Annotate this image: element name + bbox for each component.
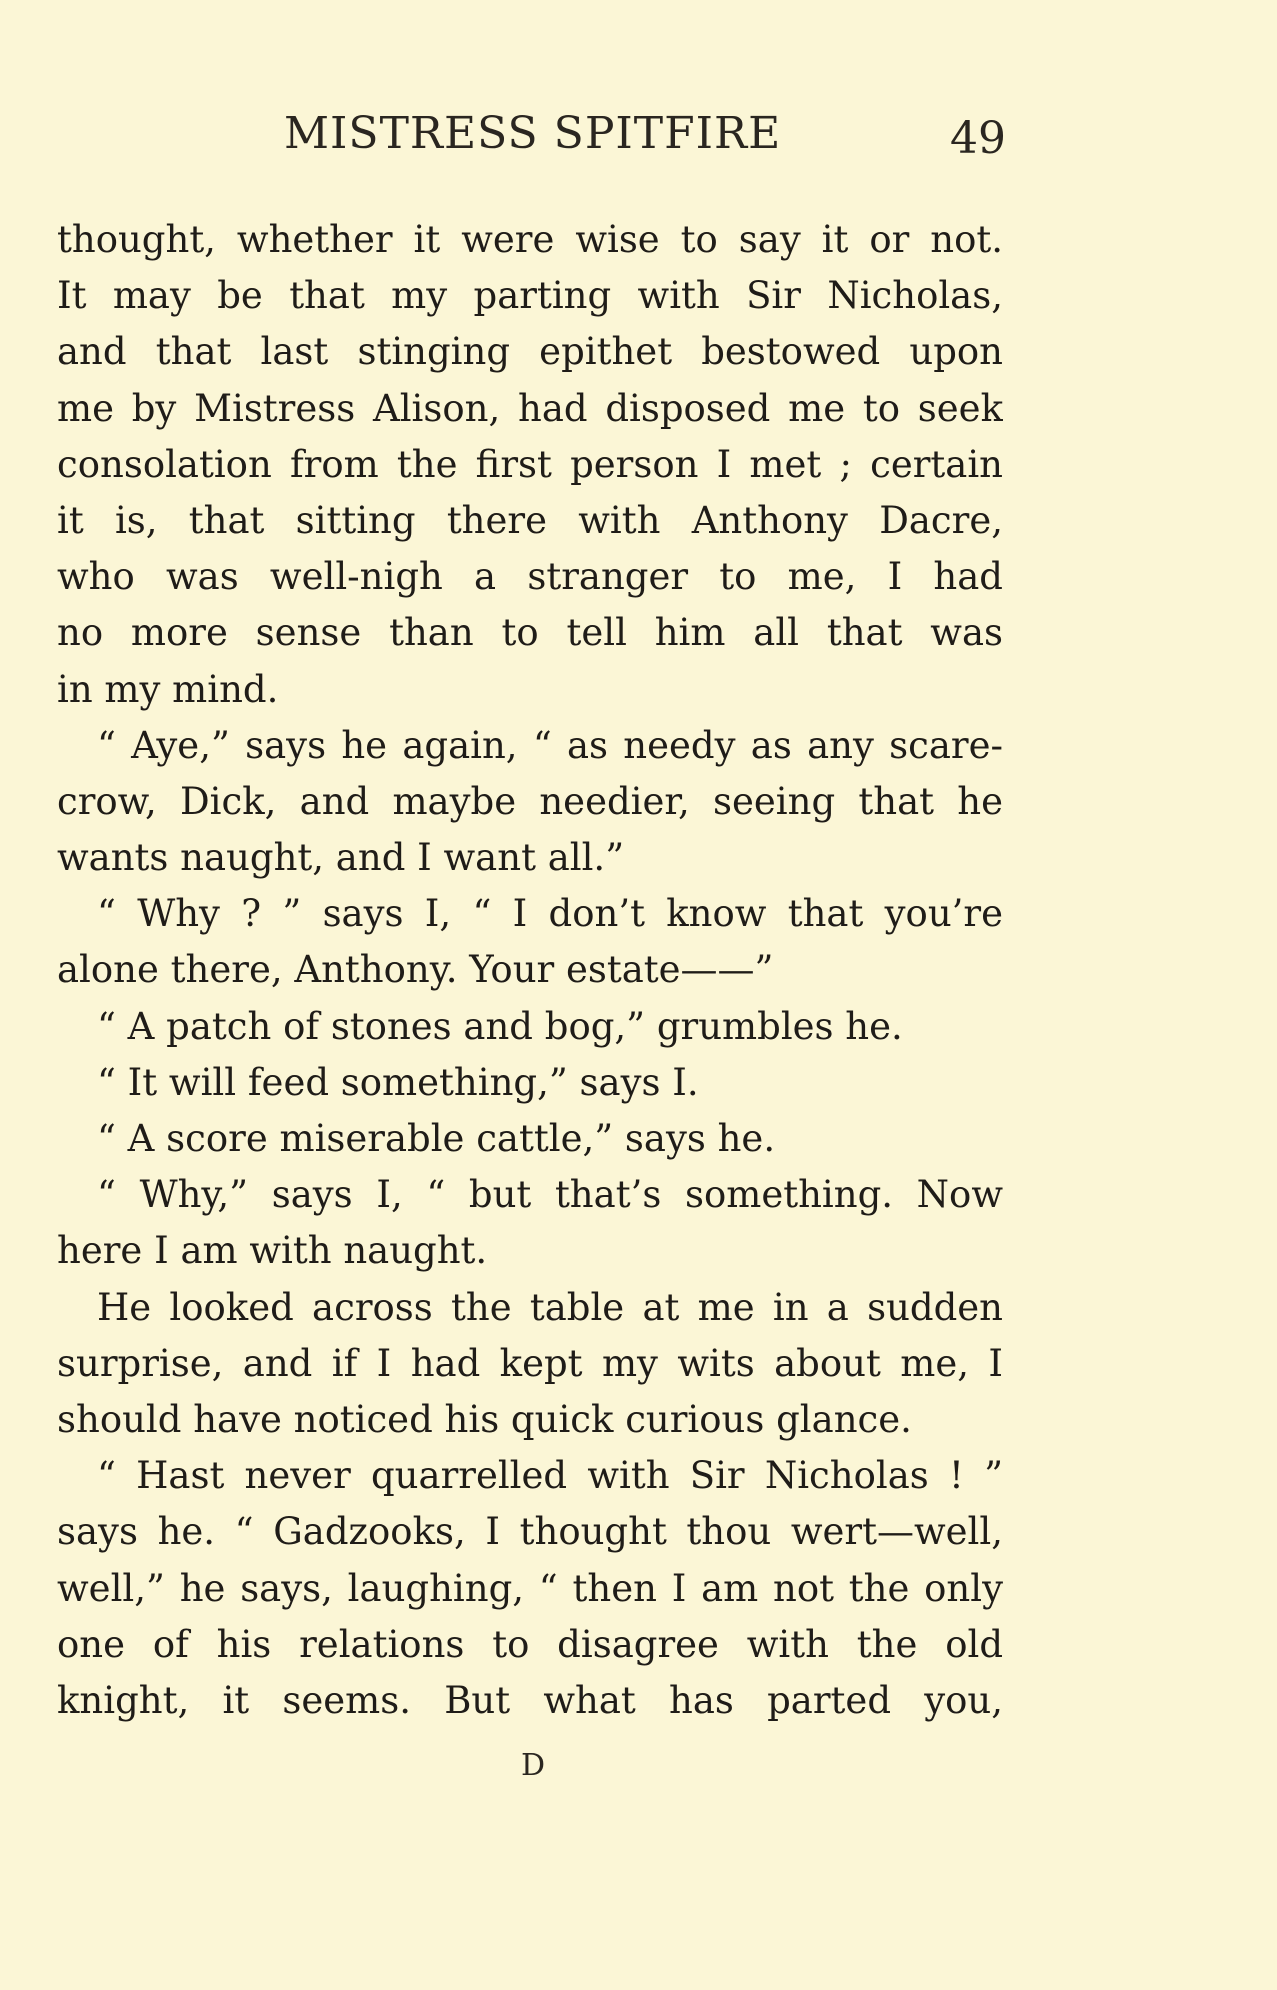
text-line: wants naught, and I want all.” [57,836,625,880]
text-line: and that last stinging epithet bestowed upon [57,330,1003,374]
text-line: alone there, Anthony. Your estate——” [57,948,774,992]
text-line: “ It will feed something,” says I. [97,1060,699,1104]
text-line: it is, that sitting there with Anthony Dacre, [57,498,1003,542]
text-line: surprise, and if I had kept my wits about me, I [57,1341,1003,1385]
text-line: well,” he says, laughing, “ then I am not the only [57,1566,1003,1610]
running-title: MISTRESS SPITFIRE [284,108,782,159]
text-line: crow, Dick, and maybe needier, seeing that he [57,779,1003,823]
text-line: “ Aye,” says he again, “ as needy as any scare- [97,723,1003,767]
text-line: “ A score miserable cattle,” says he. [97,1117,776,1160]
text-line: should have noticed his quick curious glance. [57,1397,912,1441]
text-line: thought, whether it were wise to say it or not. [57,218,1003,261]
text-line: “ Why ? ” says I, “ I don’t know that you’re [97,892,1003,936]
text-line: me by Mistress Alison, had disposed me to seek [57,386,1003,430]
text-line: “ Why,” says I, “ but that’s something. Now [97,1173,1003,1217]
text-line: no more sense than to tell him all that was [57,611,1003,655]
text-line: It may be that my parting with Sir Nicholas, [57,274,1003,318]
text-line: “ A patch of stones and bog,” grumbles he. [97,1004,903,1048]
text-line: in my mind. [57,667,279,711]
text-line: knight, it seems. But what has parted you, [57,1678,1003,1722]
signature-mark: D [521,1748,546,1783]
text-line: “ Hast never quarrelled with Sir Nicholas ! ” [97,1454,1003,1498]
body-text [57,212,1003,1729]
text-line: consolation from the first person I met ; certain [57,442,1003,486]
text-line: here I am with naught. [57,1229,488,1273]
text-line: who was well-nigh a stranger to me, I had [57,555,1003,599]
text-line: one of his relations to disagree with the old [57,1622,1003,1666]
page-number: 49 [950,113,1006,164]
text-line: says he. “ Gadzooks, I thought thou wert—well, [57,1510,1003,1554]
text-line: He looked across the table at me in a sudden [97,1285,1003,1329]
